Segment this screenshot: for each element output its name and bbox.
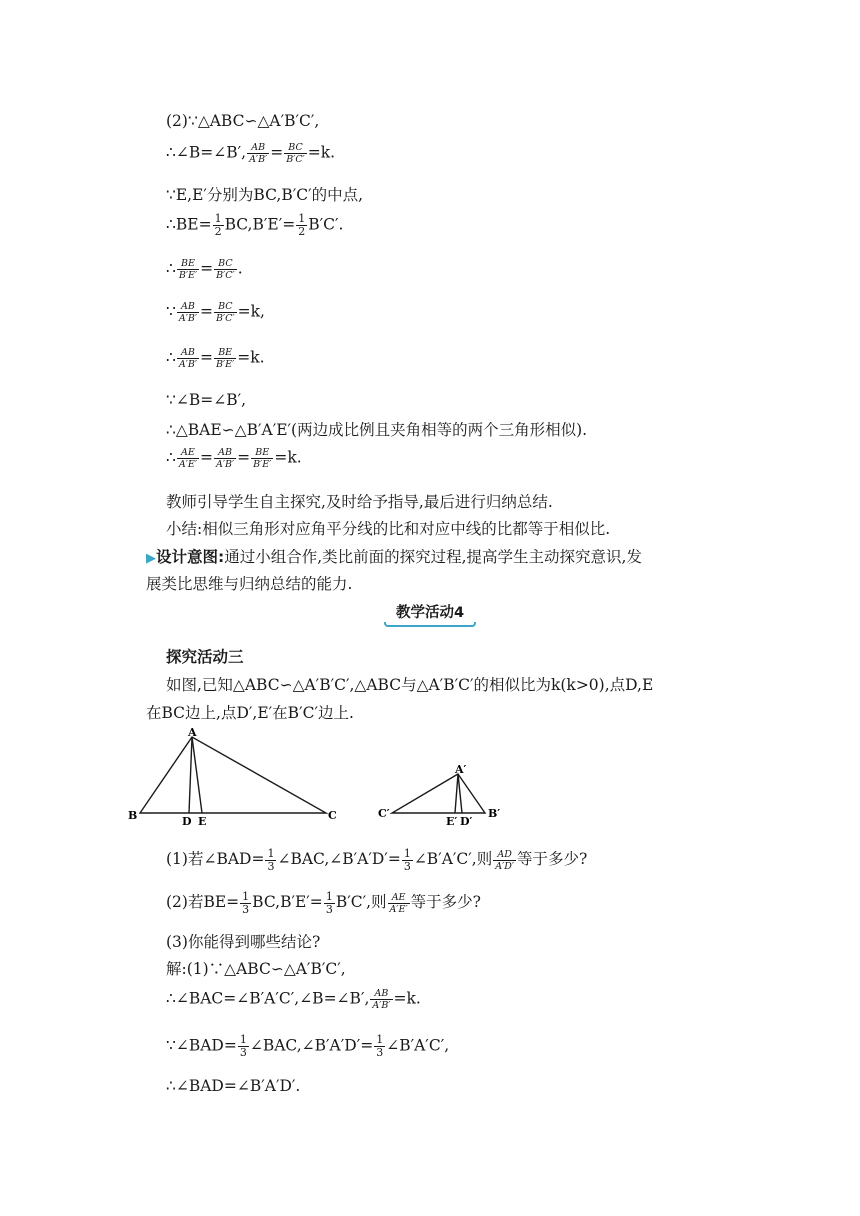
fraction: $\frac{BE}{B'E'}$ [216, 347, 235, 370]
label-e: E [198, 815, 207, 828]
fraction: $\frac{BE}{B'E'}$ [253, 447, 272, 470]
triangle-marker-icon: ▶ [146, 551, 156, 566]
question-1: (1)若∠BAD= $\frac{1}{3}$ ∠BAC,∠B′A′D′= $\frac{1}{3}$ ∠B′A′C′,则 $\frac{AD}{A'D'}$ 等于多少? [166, 846, 588, 873]
fraction: $\frac{BC}{B'C'}$ [286, 142, 305, 165]
proof-line-7: ∴ $\frac{AB}{A'B'}$ = $\frac{BE}{B'E'}$ =k. [166, 347, 265, 370]
fraction-half: $\frac{1}{2}$ [298, 212, 306, 238]
fraction: $\frac{BE}{B'E'}$ [178, 258, 198, 281]
section-heading: 教学活动4 [384, 601, 476, 627]
solution-line-2: ∴∠BAC=∠B′A′C′,∠B=∠B′, $\frac{AB}{A'B'}$ =k. [166, 988, 421, 1011]
triangle-abc [140, 737, 326, 813]
label-d2: D′ [460, 815, 473, 828]
solution-line-4: ∴∠BAD=∠B′A′D′. [166, 1077, 301, 1095]
proof-line-2: ∴∠B=∠B′, $\frac{AB}{A'B'}$ = $\frac{BC}{B'C'}$ =k. [166, 142, 336, 165]
proof-line-1: (2)∵△ABC∽△A′B′C′, [166, 112, 320, 130]
fraction-third: $\frac{1}{3}$ [403, 846, 411, 873]
solution-line-3: ∵∠BAD= $\frac{1}{3}$ ∠BAC,∠B′A′D′= $\frac{1}{3}$ ∠B′A′C′, [166, 1033, 450, 1059]
solution-line-1: 解:(1)∵△ABC∽△A′B′C′, [166, 960, 346, 978]
design-intent: ▶设计意图:通过小组合作,类比前面的探究过程,提高学生主动探究意识,发 [146, 548, 642, 566]
label-c: C [328, 809, 337, 822]
segment-a2e2 [455, 774, 458, 813]
proof-line-9: ∴△BAE∽△B′A′E′(两边成比例且夹角相等的两个三角形相似). [166, 421, 588, 439]
fraction-third: $\frac{1}{3}$ [242, 889, 250, 916]
summary: 小结:相似三角形对应角平分线的比和对应中线的比都等于相似比. [166, 520, 611, 538]
proof-line-6: ∵ $\frac{AB}{A'B'}$ = $\frac{BC}{B'C'}$ =k, [166, 301, 265, 324]
segment-ae [192, 737, 202, 813]
fraction-third: $\frac{1}{3}$ [267, 846, 275, 873]
label-b2: B′ [488, 807, 501, 820]
question-3: (3)你能得到哪些结论? [166, 933, 321, 951]
activity-intro-1: 如图,已知△ABC∽△A′B′C′,△ABC与△A′B′C′的相似比为k(k>0),点D,E [166, 676, 654, 694]
fraction-third: $\frac{1}{3}$ [239, 1033, 247, 1059]
fraction-third: $\frac{1}{3}$ [376, 1033, 384, 1059]
proof-line-4: ∴BE= $\frac{1}{2}$ BC,B′E′= $\frac{1}{2}$ B′C′. [166, 212, 344, 238]
fraction: $\frac{AB}{A'B'}$ [372, 988, 391, 1011]
label-a: A [188, 726, 197, 739]
fraction: $\frac{BC}{B'C'}$ [216, 301, 235, 324]
proof-line-5: ∴ $\frac{BE}{B'E'}$ = $\frac{BC}{B'C'}$ . [166, 258, 243, 281]
fraction: $\frac{AE}{A'E'}$ [389, 891, 408, 915]
proof-line-3: ∵E,E′分别为BC,B′C′的中点, [166, 186, 364, 204]
segment-ad [189, 737, 192, 813]
activity-title: 探究活动三 [166, 648, 244, 666]
fraction: $\frac{AD}{A'D'}$ [495, 848, 515, 872]
teacher-note: 教师引导学生自主探究,及时给予指导,最后进行归纳总结. [166, 493, 553, 511]
proof-line-10: ∴ $\frac{AE}{A'E'}$ = $\frac{AB}{A'B'}$ = $\frac{BE}{B'E'}$ =k. [166, 447, 302, 470]
question-2: (2)若BE= $\frac{1}{3}$ BC,B′E′= $\frac{1}{3}$ B′C′,则 $\frac{AE}{A'E'}$ 等于多少? [166, 889, 481, 916]
fraction: $\frac{AB}{A'B'}$ [178, 301, 198, 324]
activity-intro-2: 在BC边上,点D′,E′在B′C′边上. [146, 704, 354, 722]
fraction: $\frac{AE}{A'E'}$ [178, 447, 197, 470]
triangle-figure [120, 724, 510, 828]
fraction: $\frac{AB}{A'B'}$ [249, 142, 268, 165]
label-c2: C′ [378, 807, 390, 820]
label-a2: A′ [455, 763, 467, 776]
triangle-a2b2c2 [392, 774, 485, 813]
design-intent-cont: 展类比思维与归纳总结的能力. [146, 575, 353, 593]
fraction: $\frac{AB}{A'B'}$ [178, 347, 198, 370]
fraction: $\frac{AB}{A'B'}$ [215, 447, 235, 470]
label-b: B [128, 809, 138, 822]
fraction: $\frac{BC}{B'C'}$ [216, 258, 235, 281]
label-e2: E′ [446, 815, 458, 828]
fraction-half: $\frac{1}{2}$ [214, 212, 222, 238]
label-d: D [182, 815, 192, 828]
fraction-third: $\frac{1}{3}$ [325, 889, 333, 916]
proof-line-8: ∵∠B=∠B′, [166, 391, 247, 409]
